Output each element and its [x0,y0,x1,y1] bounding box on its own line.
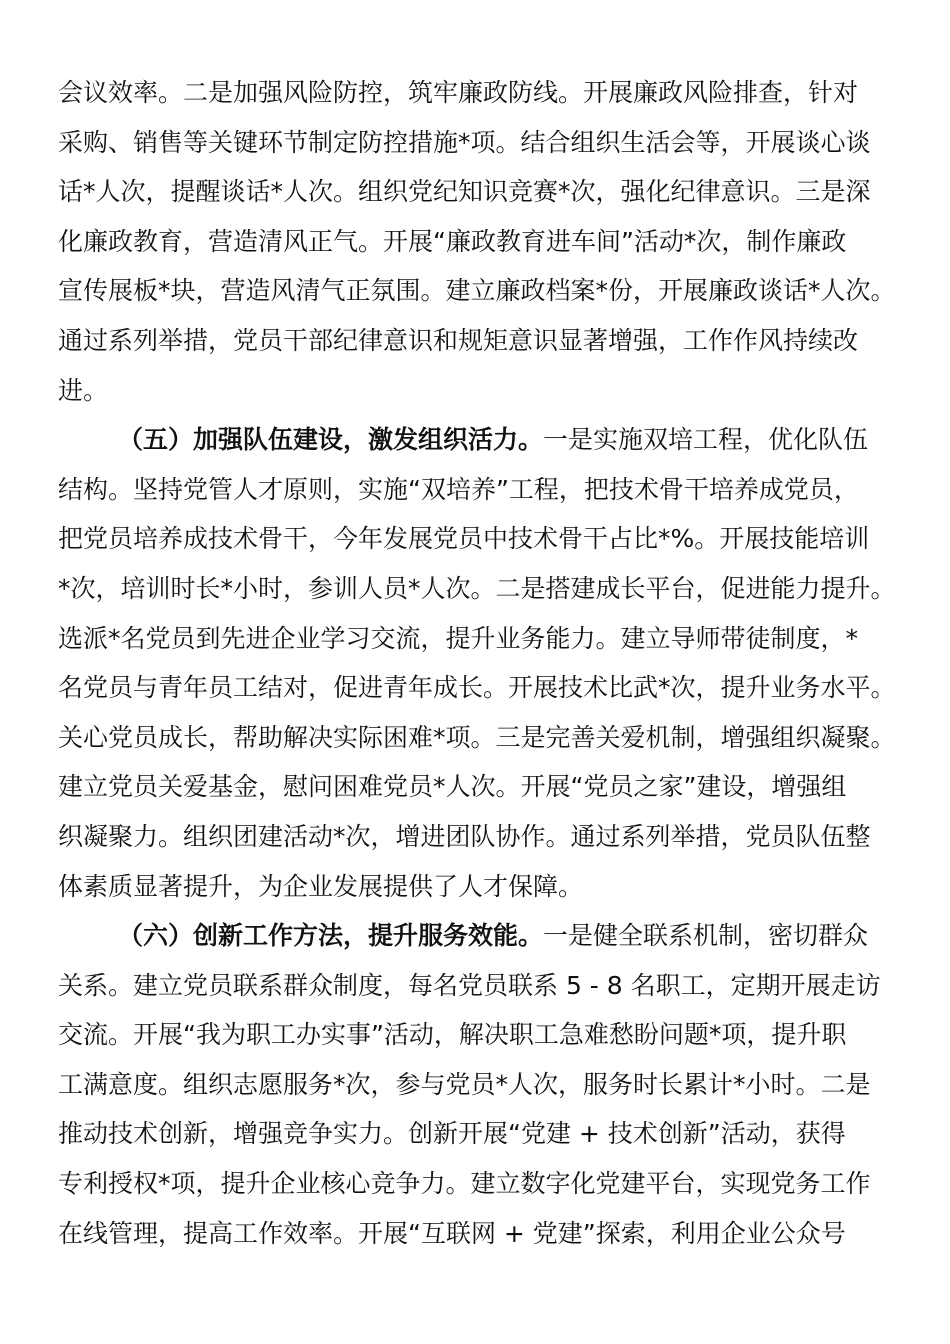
text-line: 会议效率。二是加强风险防控，筑牢廉政防线。开展廉政风险排查，针对 [58,78,859,107]
section-heading-line [58,911,900,961]
text-line: 织凝聚力。组织团建活动*次，增进团队协作。通过系列举措，党员队伍整 [58,821,871,851]
text-line: 宣传展板*块，营造风清气正氛围。建立廉政档案*份，开展廉政谈话*人次。 [58,276,896,306]
section-heading: （六）创新工作方法，提升服务效能。 [118,921,544,951]
text-line: 体素质显著提升，为企业发展提供了人才保障。 [58,871,584,901]
section-heading-line [58,415,900,465]
text-line: 话*人次，提醒谈话*人次。组织党纪知识竞赛*次，强化纪律意识。三是深 [58,177,871,207]
text-line: 进。 [58,375,109,405]
section-heading: （五）加强队伍建设，激发组织活力。 [118,425,544,455]
text-line: 建立党员关爱基金，慰问困难党员*人次。开展“党员之家”建设，增强组 [58,772,847,802]
paragraph-section-5 [58,415,900,911]
paragraph-lianzheng-tail [58,68,900,415]
text-run: 一是健全联系机制，密切群众 [543,921,869,951]
text-run: 一是实施双培工程，优化队伍 [543,425,869,455]
text-line: 选派*名党员到先进企业学习交流，提升业务能力。建立导师带徒制度，* [58,623,859,653]
text-line: 把党员培养成技术骨干，今年发展党员中技术骨干占比*%。开展技能培训 [58,524,870,554]
document-page [58,68,900,1258]
text-line: 交流。开展“我为职工办实事”活动，解决职工急难愁盼问题*项，提升职 [58,1020,847,1050]
text-line: 推动技术创新，增强竞争实力。创新开展“党建 + 技术创新”活动，获得 [58,1119,846,1149]
paragraph-section-6 [58,911,900,1258]
text-line: 工满意度。组织志愿服务*次，参与党员*人次，服务时长累计*小时。二是 [58,1069,871,1099]
text-line: 通过系列举措，党员干部纪律意识和规矩意识显著增强，工作作风持续改 [58,325,859,355]
text-line: 关心党员成长，帮助解决实际困难*项。三是完善关爱机制，增强组织凝聚。 [58,722,896,752]
text-line: 关系。建立党员联系群众制度，每名党员联系 5 - 8 名职工，定期开展走访 [58,970,881,1000]
text-line: *次，培训时长*小时，参训人员*人次。二是搭建成长平台，促进能力提升。 [58,573,896,603]
text-line: 专利授权*项，提升企业核心竞争力。建立数字化党建平台，实现党务工作 [58,1169,871,1199]
text-line: 结构。坚持党管人才原则，实施“双培养”工程，把技术骨干培养成党员， [58,474,859,504]
text-line: 在线管理，提高工作效率。开展“互联网 + 党建”探索，利用企业公众号 [58,1218,846,1248]
text-line: 采购、销售等关键环节制定防控措施*项。结合组织生活会等，开展谈心谈 [58,127,871,157]
text-line: 化廉政教育，营造清风正气。开展“廉政教育进车间”活动*次，制作廉政 [58,226,847,256]
text-line: 名党员与青年员工结对，促进青年成长。开展技术比武*次，提升业务水平。 [58,673,896,703]
